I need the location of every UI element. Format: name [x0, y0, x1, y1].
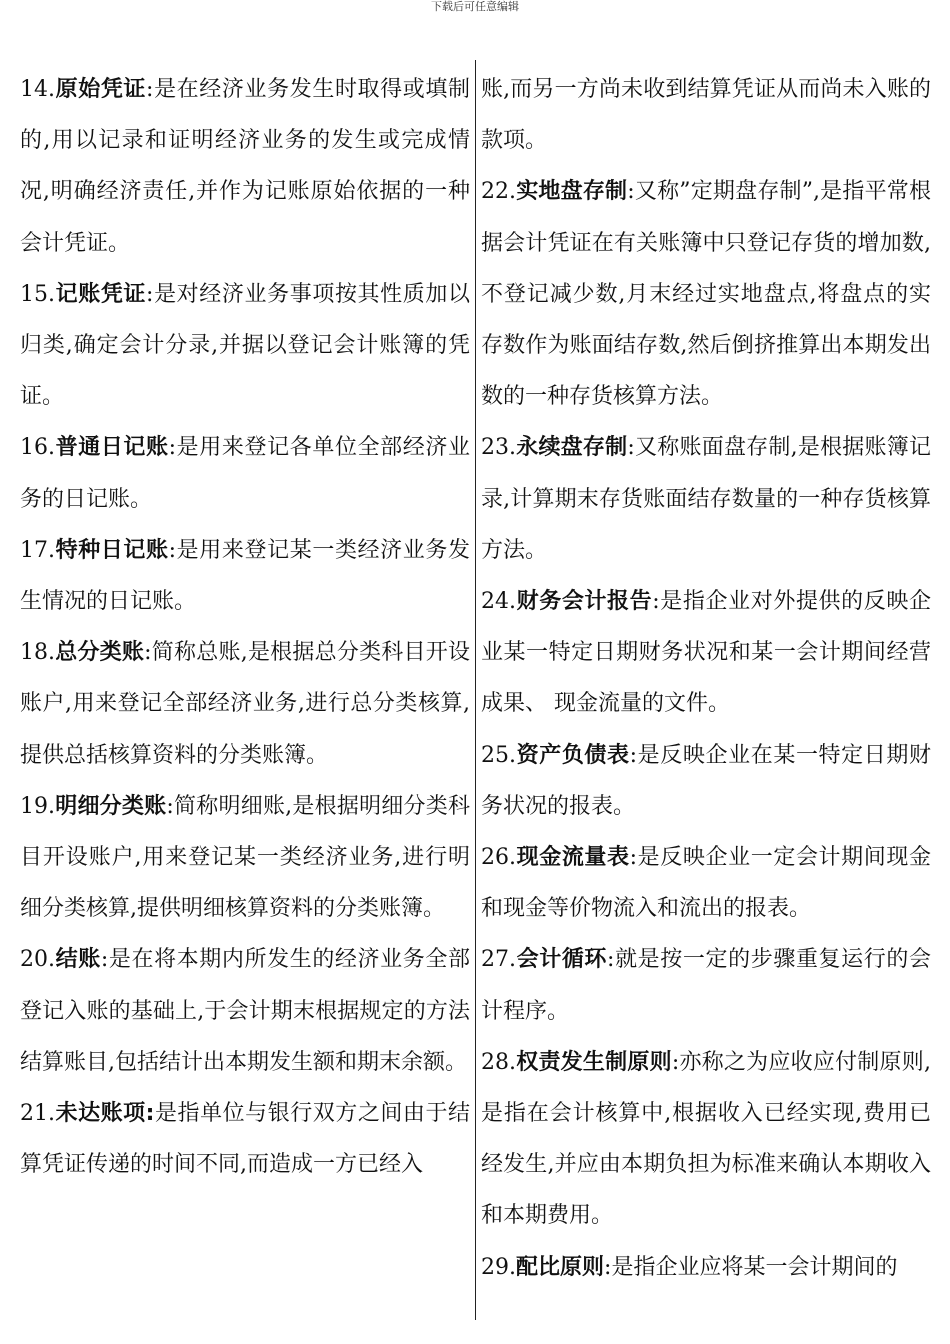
glossary-entry: [481, 1037, 931, 1242]
entry-definition: 是指企业应将某一会计期间的: [611, 1254, 898, 1280]
entry-separator: :: [629, 845, 638, 871]
glossary-entry: [481, 166, 931, 422]
entry-definition: 是在经济业务发生时取得或填制的,用以记录和证明经济业务的发生或完成情况,明确经济责任,并作为记账原始依据的一种会计凭证。: [20, 77, 470, 256]
entry-term: 总分类账: [55, 640, 145, 666]
entry-number: 15.: [20, 281, 55, 307]
entry-term: 配比原则: [516, 1254, 605, 1280]
glossary-entry: [481, 64, 931, 166]
entry-number: 18.: [20, 640, 55, 666]
entry-number: 29.: [481, 1254, 516, 1280]
glossary-entry: [481, 1242, 931, 1293]
entry-definition: 又称账面盘存制,是根据账簿记录,计算期末存货账面结存数量的一种存货核算方法。: [481, 435, 931, 563]
entry-number: 16.: [20, 435, 55, 461]
entry-separator: :: [168, 537, 177, 563]
entry-separator: :: [671, 1049, 680, 1075]
glossary-entry: [20, 627, 470, 781]
column-divider: [475, 60, 476, 1320]
entry-separator: :: [604, 1254, 612, 1280]
glossary-entry: [20, 64, 470, 269]
entry-term: 财务会计报告: [516, 589, 653, 615]
entry-separator: :: [627, 435, 635, 461]
entry-number: 25.: [481, 742, 516, 768]
entry-definition: 是指企业对外提供的反映企业某一特定日期财务状况和某一会计期间经营成果、 现金流量的文件。: [481, 589, 931, 717]
entry-separator: :: [100, 947, 109, 973]
entry-term: 结账: [55, 947, 101, 973]
entry-term: 普通日记账: [55, 435, 169, 461]
entry-term: 永续盘存制: [516, 435, 628, 461]
entry-term: 现金流量表: [516, 845, 630, 871]
entry-definition: 简称总账,是根据总分类科目开设账户,用来登记全部经济业务,进行总分类核算,提供总括核算资料的分类账簿。: [20, 640, 470, 768]
entry-separator: :: [607, 947, 615, 973]
entry-definition: 是反映企业一定会计期间现金和现金等价物流入和流出的报表。: [481, 845, 931, 922]
entry-separator: :: [168, 435, 177, 461]
right-column: [481, 64, 931, 1293]
entry-number: 20.: [20, 947, 55, 973]
entry-definition: 是用来登记某一类经济业务发生情况的日记账。: [20, 537, 470, 615]
entry-separator: :: [166, 793, 174, 819]
entry-separator: :: [144, 640, 152, 666]
entry-term: 未达账项:: [55, 1101, 155, 1127]
glossary-entry: [20, 781, 470, 935]
entry-number: 19.: [20, 793, 55, 819]
entry-definition: 亦称之为应收应付制原则,是指在会计核算中,根据收入已经实现,费用已经发生,并应由本期负担为标准来确认本期收入和本期费用。: [481, 1049, 931, 1229]
entry-definition: 是对经济业务事项按其性质加以归类,确定会计分录,并据以登记会计账簿的凭证。: [20, 281, 470, 410]
entry-number: 14.: [20, 77, 55, 102]
entry-number: 24.: [481, 589, 516, 615]
entry-term: 会计循环: [516, 947, 608, 973]
entry-number: 23.: [481, 435, 516, 461]
glossary-entry: [481, 934, 931, 1036]
entry-definition: 是在将本期内所发生的经济业务全部登记入账的基础上,于会计期末根据规定的方法结算账目,包括结计出本期发生额和期末余额。: [20, 947, 470, 1075]
entry-definition: 简称明细账,是根据明细分类科目开设账户,用来登记某一类经济业务,进行明细分类核算,提供明细核算资料的分类账簿。: [20, 793, 470, 922]
glossary-entry: [20, 269, 470, 423]
entry-term: 权责发生制原则: [516, 1049, 672, 1075]
entry-term: 记账凭证: [55, 281, 147, 307]
entry-number: 21.: [20, 1101, 55, 1127]
entry-separator: :: [146, 281, 154, 307]
entry-definition: 又称”定期盘存制”,是指平常根据会计凭证在有关账簿中只登记存货的增加数,不登记减少数,月末经过实地盘点,将盘点的实存数作为账面结存数,然后倒挤推算出本期发出数的一种存货核算方法。: [481, 179, 931, 410]
entry-number: 26.: [481, 845, 516, 871]
glossary-entry: [481, 832, 931, 934]
left-column: [20, 64, 470, 1190]
glossary-entry: [481, 576, 931, 730]
glossary-entry: [20, 422, 470, 524]
entry-term: 原始凭证: [55, 77, 147, 102]
glossary-entry: [20, 525, 470, 627]
entry-separator: :: [627, 179, 635, 205]
glossary-entry: [20, 934, 470, 1088]
entry-separator: :: [146, 77, 154, 102]
entry-number: 22.: [481, 179, 516, 205]
page-header: 下载后可任意编辑: [431, 0, 519, 13]
entry-term: 资产负债表: [516, 742, 630, 768]
entry-number: 28.: [481, 1049, 516, 1075]
entry-definition: 是指单位与银行双方之间由于结算凭证传递的时间不同,而造成一方已经入: [20, 1101, 470, 1178]
entry-separator: :: [629, 742, 638, 768]
glossary-entry: [20, 1088, 470, 1190]
entry-term: 特种日记账: [55, 537, 169, 563]
entry-number: 17.: [20, 537, 55, 563]
entry-definition: 账,而另一方尚未收到结算凭证从而尚未入账的款项。: [481, 77, 931, 154]
entry-term: 实地盘存制: [516, 179, 628, 205]
entry-definition: 是用来登记各单位全部经济业务的日记账。: [20, 435, 470, 512]
entry-definition: 是反映企业在某一特定日期财务状况的报表。: [481, 742, 931, 819]
entry-separator: :: [652, 589, 660, 615]
glossary-entry: [481, 730, 931, 832]
entry-number: 27.: [481, 947, 516, 973]
glossary-entry: [481, 422, 931, 576]
entry-term: 明细分类账: [55, 793, 167, 819]
entry-definition: 就是按一定的步骤重复运行的会计程序。: [481, 947, 931, 1024]
